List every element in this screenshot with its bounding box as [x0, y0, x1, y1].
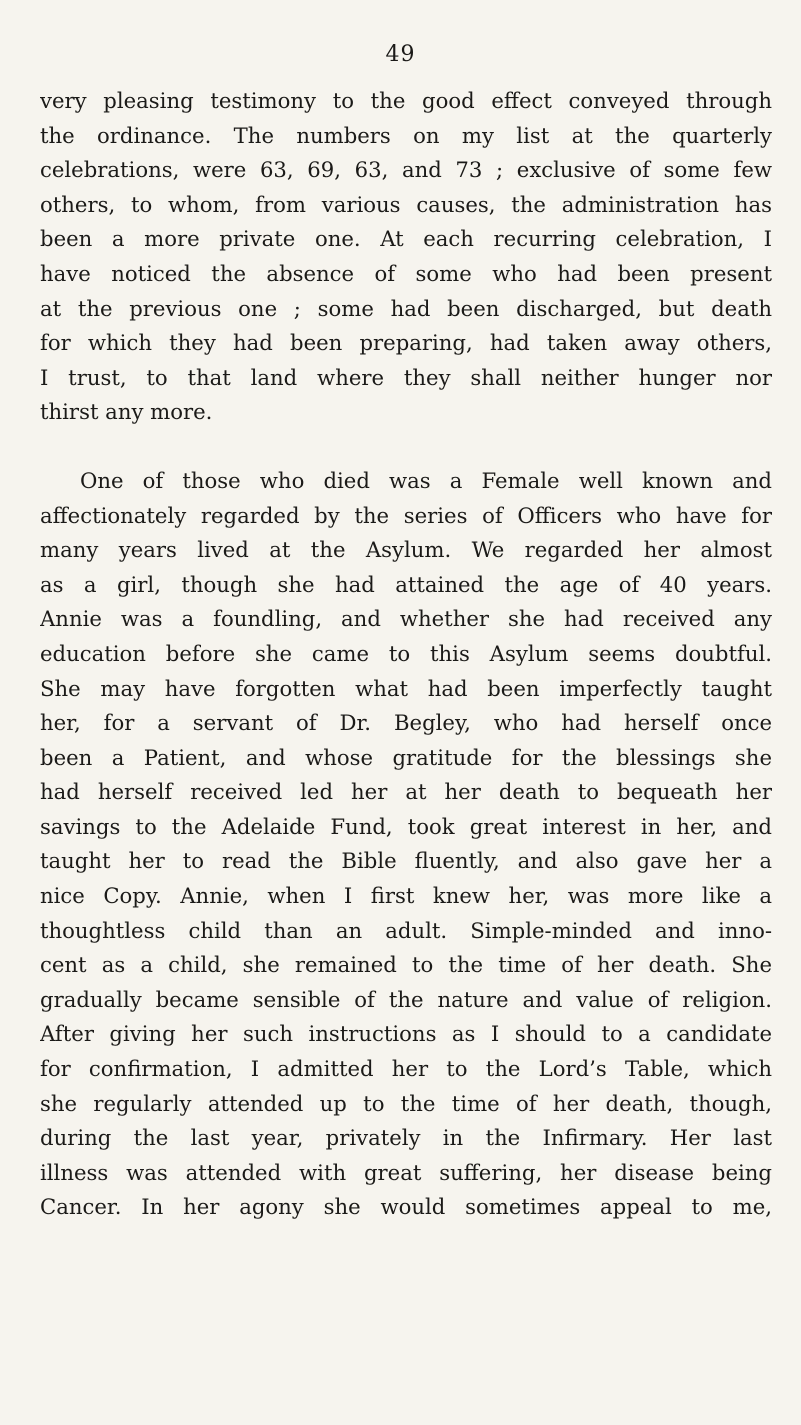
- text-line: her, for a servant of Dr. Begley, who had herself once: [40, 710, 772, 736]
- text-line: been a Patient, and whose gratitude for the blessings she: [40, 744, 772, 770]
- text-line: for which they had been preparing, had taken away others,: [40, 330, 772, 356]
- text-line: She may have forgotten what had been imperfectly taught: [40, 675, 772, 701]
- text-line: for confirmation, I admitted her to the Lord’s Table, which: [40, 1056, 772, 1082]
- text-line: very pleasing testimony to the good effect conveyed through: [40, 88, 772, 113]
- paragraph-spacer: [40, 430, 772, 464]
- text-line: have noticed the absence of some who had been present: [40, 260, 772, 286]
- text-line: savings to the Adelaide Fund, took great interest in her, and: [40, 813, 772, 839]
- text-line: had herself received led her at her death to bequeath her: [40, 779, 772, 805]
- text-line: Cancer. In her agony she would sometimes appeal to me,: [40, 1194, 772, 1220]
- text-line: celebrations, were 63, 69, 63, and 73 ; exclusive of some few: [40, 157, 772, 183]
- text-line: cent as a child, she remained to the time of her death. She: [40, 952, 772, 978]
- text-line: been a more private one. At each recurring celebration, I: [40, 226, 772, 252]
- paragraph-1: [40, 84, 772, 430]
- page-number: 49: [385, 42, 416, 67]
- text-line: affectionately regarded by the series of Officers who have for: [40, 502, 772, 528]
- text-line: illness was attended with great suffering, her disease being: [40, 1159, 772, 1185]
- text-line: she regularly attended up to the time of her death, though,: [40, 1090, 772, 1116]
- text-line: One of those who died was a Female well known and: [80, 467, 772, 493]
- text-line: thirst any more.: [40, 399, 213, 425]
- text-line: gradually became sensible of the nature and value of religion.: [40, 986, 772, 1012]
- text-line: others, to whom, from various causes, the administration has: [40, 191, 772, 217]
- text-line: many years lived at the Asylum. We regarded her almost: [40, 537, 772, 563]
- text-line: education before she came to this Asylum seems doubtful.: [40, 640, 772, 666]
- body-text: [40, 84, 772, 1225]
- text-line: as a girl, though she had attained the age of 40 years.: [40, 571, 772, 597]
- paragraph-2: [40, 464, 772, 1225]
- text-line: at the previous one ; some had been discharged, but death: [40, 295, 772, 321]
- text-line: nice Copy. Annie, when I first knew her, was more like a: [40, 883, 772, 909]
- text-line: taught her to read the Bible fluently, and also gave her a: [40, 848, 772, 874]
- text-line: I trust, to that land where they shall neither hunger nor: [40, 364, 772, 390]
- text-line: thoughtless child than an adult. Simple-minded and inno-: [40, 917, 772, 943]
- text-line: Annie was a foundling, and whether she had received any: [40, 606, 772, 632]
- text-line: the ordinance. The numbers on my list at the quarterly: [40, 122, 772, 148]
- text-line: during the last year, privately in the Infirmary. Her last: [40, 1125, 772, 1151]
- text-line: After giving her such instructions as I should to a candidate: [40, 1021, 772, 1047]
